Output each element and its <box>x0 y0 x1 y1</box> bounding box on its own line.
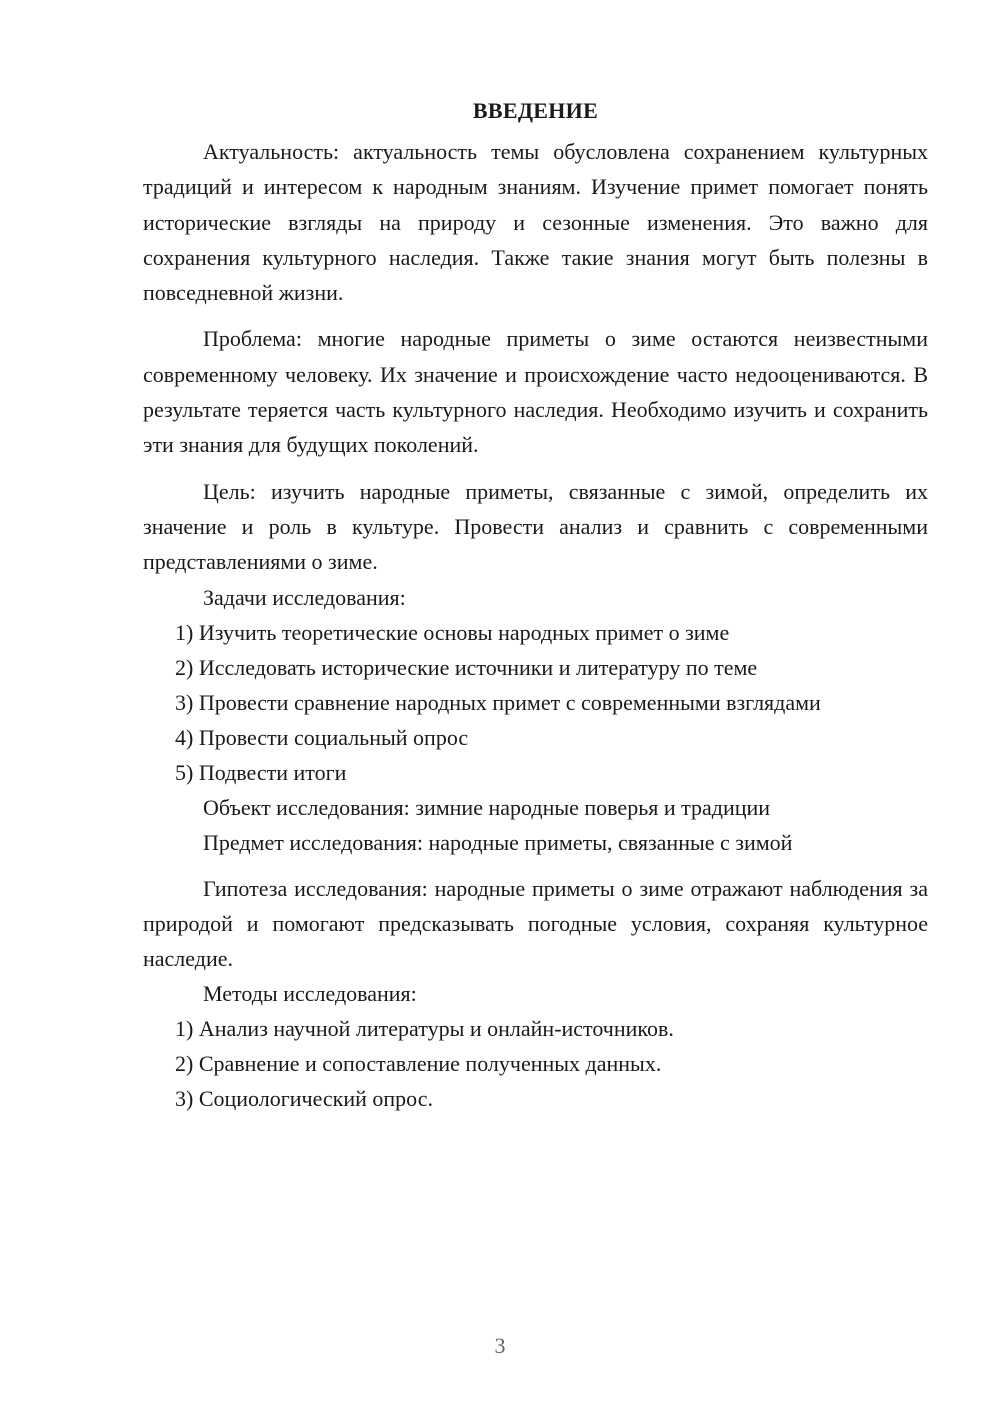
task-item: 5) Подвести итоги <box>175 759 347 785</box>
method-item: 3) Социологический опрос. <box>175 1086 433 1112</box>
task-item: 3) Провести сравнение народных примет с современными взглядами <box>175 689 821 715</box>
goal-paragraph: Цель: изучить народные приметы, связанные с зимой, определить их значение и роль в культуре. Провести анализ и сравнить с современными представлениями о зиме. <box>143 478 928 575</box>
relevance-paragraph: Актуальность: актуальность темы обусловлена сохранением культурных традиций и интересом к народным знаниям. Изучение примет помогает понять исторические взгляды на природу и сезонные изменения. Это важно для сохранения культурного наследия. Также такие знания могут быть полезны в повседневной жизни. <box>143 139 928 306</box>
task-item: 4) Провести социальный опрос <box>175 724 469 750</box>
method-item: 1) Анализ научной литературы и онлайн-источников. <box>175 1016 674 1042</box>
section-heading: ВВЕДЕНИЕ <box>472 98 599 123</box>
hypothesis-paragraph: Гипотеза исследования: народные приметы о зиме отражают наблюдения за природой и помогают предсказывать погодные условия, сохраняя культурное наследие. <box>143 875 928 972</box>
document-page <box>143 95 928 1116</box>
task-item: 1) Изучить теоретические основы народных примет о зиме <box>175 619 730 645</box>
research-subject: Предмет исследования: народные приметы, связанные с зимой <box>203 829 793 855</box>
task-item: 2) Исследовать исторические источники и литературу по теме <box>175 654 758 680</box>
problem-paragraph: Проблема: многие народные приметы о зиме остаются неизвестными современному человеку. Их значение и происхождение часто недооцениваются. В результате теряется часть культурного наследия. Необходимо изучить и сохранить эти знания для будущих поколений. <box>143 326 928 458</box>
methods-title: Методы исследования: <box>203 981 417 1007</box>
page-number: 3 <box>494 1333 506 1358</box>
method-item: 2) Сравнение и сопоставление полученных данных. <box>175 1051 662 1077</box>
research-object: Объект исследования: зимние народные поверья и традиции <box>203 794 771 820</box>
tasks-title: Задачи исследования: <box>203 584 406 610</box>
